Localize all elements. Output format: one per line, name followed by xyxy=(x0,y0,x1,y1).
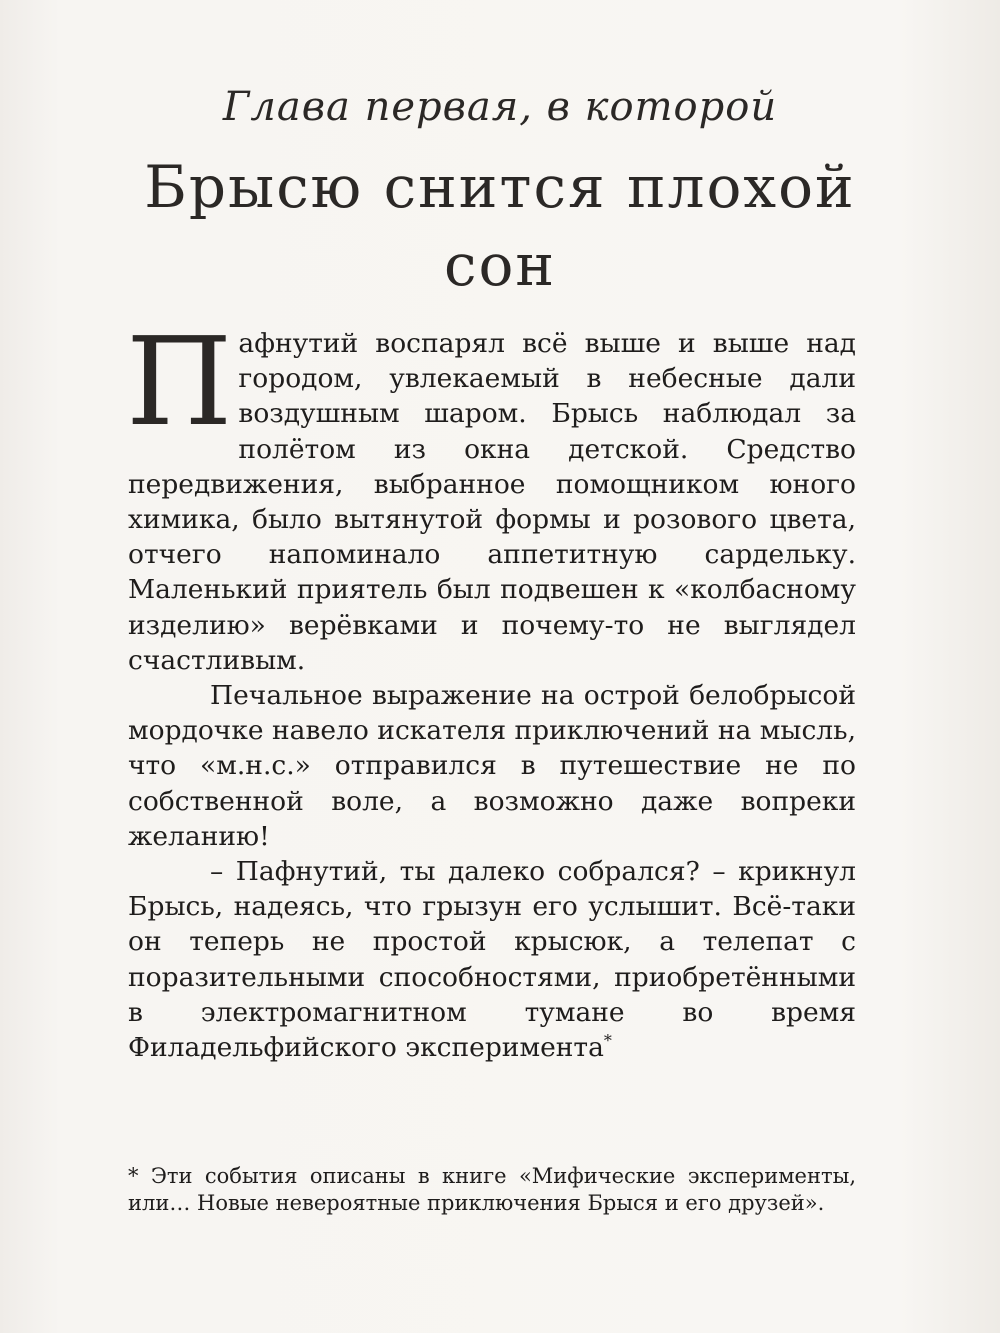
paragraph-1-text: афнутий воспарял всё выше и выше над городом, увлекаемый в небесные дали воздушным шаром. Брысь наблюдал за полётом из окна детской. Средство передвижения, выбранное помощником юного химика, было вытянутой формы и розового цвета, отчего напоминало аппетитную сардельку. Маленький приятель был подвешен к «колбасному изделию» верёвками и почему-то не выглядел счастливым. xyxy=(128,328,856,676)
chapter-title: Брысю снится плохой сон xyxy=(144,153,856,299)
paragraph-1 xyxy=(126,311,856,678)
chapter-body xyxy=(126,311,856,1065)
footnote-marker: * xyxy=(603,1031,612,1051)
footnote: * Эти события описаны в книге «Мифические эксперименты, или… Новые невероятные приключения Брыся и его друзей». xyxy=(128,1164,856,1215)
paragraph-2: Печальное выражение на острой белобрысой мордочке навело искателя приключений на мысль, что «м.н.с.» отправился в путешествие не по собственной воле, а возможно даже вопреки желанию! xyxy=(128,680,856,852)
drop-cap: П xyxy=(126,311,233,453)
paragraph-3 xyxy=(128,854,856,1065)
paragraph-3-text: – Пафнутий, ты далеко собрался? – крикнул Брысь, надеясь, что грызун его услышит. Всё-таки он теперь не простой крысюк, а телепат с поразительными способностями, приобретёнными в электромагнитном тумане во время Филадельфийского эксперимента xyxy=(128,856,856,1064)
chapter-kicker: Глава первая, в которой xyxy=(222,84,778,130)
